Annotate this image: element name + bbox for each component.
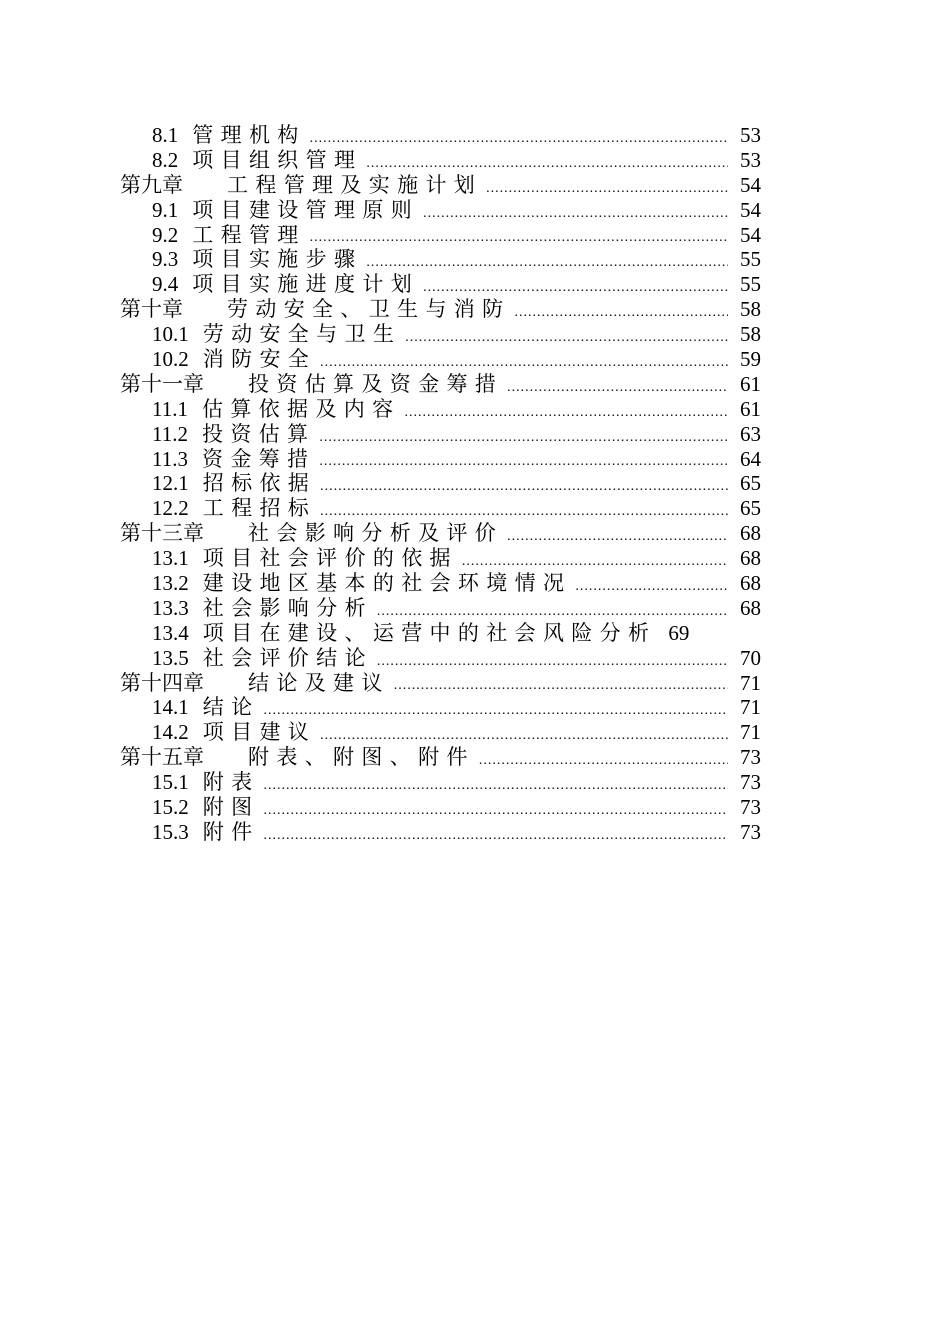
- toc-page-number: 59: [740, 347, 761, 371]
- toc-page-number: 71: [740, 695, 761, 720]
- toc-page-number: 73: [740, 770, 761, 795]
- toc-entry-number: 12.2: [152, 496, 189, 521]
- toc-entry-title: 招标依据: [202, 471, 317, 496]
- toc-chapter-entry[interactable]: [120, 671, 780, 696]
- toc-entry[interactable]: [120, 322, 780, 347]
- toc-entry[interactable]: [120, 795, 780, 820]
- toc-entry[interactable]: [120, 471, 780, 496]
- toc-page-number: 64: [740, 446, 761, 471]
- toc-entry-number: 13.4: [152, 620, 189, 645]
- toc-entry-title: 项目社会评价的依据: [202, 546, 458, 571]
- dot-leader: [423, 205, 728, 223]
- dot-leader: [310, 229, 728, 247]
- toc-entry[interactable]: [120, 646, 780, 671]
- toc-entry-title: 结论及建议: [248, 670, 390, 695]
- dot-leader: [320, 727, 728, 745]
- toc-entry[interactable]: [120, 720, 780, 745]
- toc-entry[interactable]: [120, 272, 780, 297]
- toc-page-number: 63: [740, 421, 761, 446]
- dot-leader: [263, 777, 728, 795]
- toc-page-number: 58: [740, 322, 761, 347]
- toc-entry-title: 估算依据及内容: [201, 396, 401, 421]
- toc-entry-number: 11.2: [152, 421, 188, 446]
- toc-entry-title: 项目实施进度计划: [192, 272, 420, 297]
- toc-chapter-entry[interactable]: [120, 173, 780, 198]
- toc-entry-title: 投资估算: [201, 421, 316, 446]
- dot-leader: [320, 478, 728, 496]
- dot-leader: [404, 404, 728, 422]
- toc-page-number: 68: [740, 521, 761, 546]
- toc-page-number: 65: [740, 496, 761, 521]
- dot-leader: [423, 279, 728, 297]
- dot-leader: [319, 453, 728, 471]
- toc-chapter-entry[interactable]: [120, 521, 780, 546]
- toc-entry-number: 第十一章: [120, 371, 204, 396]
- toc-entry-title: 项目建议: [202, 720, 317, 745]
- dot-leader: [479, 752, 728, 770]
- toc-entry[interactable]: [120, 596, 780, 621]
- toc-entry-title: 工程管理及实施计划: [227, 172, 483, 197]
- toc-page-number: 68: [740, 595, 761, 620]
- dot-leader: [320, 354, 728, 372]
- toc-entry-number: 9.1: [152, 197, 179, 222]
- toc-page-number: 54: [740, 172, 761, 197]
- toc-entry-number: 13.2: [152, 571, 189, 596]
- toc-entry-number: 15.2: [152, 795, 189, 820]
- toc-page-number: 69: [668, 620, 690, 645]
- toc-entry[interactable]: [120, 422, 780, 447]
- toc-entry-title: 工程管理: [192, 222, 306, 247]
- toc-entry[interactable]: [120, 123, 780, 148]
- toc-page-number: 61: [740, 371, 761, 396]
- toc-entry-title: 投资估算及资金筹措: [248, 371, 504, 396]
- toc-entry-title: 管理机构: [192, 122, 306, 147]
- toc-entry-title: 附图: [202, 795, 260, 820]
- dot-leader: [366, 155, 728, 173]
- toc-page-number: 55: [740, 272, 761, 297]
- toc-entry-number: 15.1: [152, 770, 189, 795]
- dot-leader: [405, 329, 728, 347]
- toc-entry-number: 10.2: [152, 347, 189, 371]
- toc-entry-number: 9.4: [152, 272, 179, 297]
- toc-page-number: 54: [740, 222, 761, 247]
- dot-leader: [507, 528, 728, 546]
- toc-entry-title: 结论: [202, 695, 260, 720]
- toc-entry[interactable]: [120, 148, 780, 173]
- dot-leader: [462, 553, 728, 571]
- toc-entry[interactable]: [120, 695, 780, 720]
- toc-entry[interactable]: [120, 447, 780, 472]
- table-of-contents: [120, 123, 780, 845]
- dot-leader: [377, 653, 728, 671]
- toc-entry-number: 14.2: [152, 720, 189, 745]
- toc-page-number: 71: [740, 670, 761, 695]
- toc-entry-number: 13.5: [152, 645, 189, 670]
- toc-entry-title: 社会评价结论: [202, 645, 373, 670]
- dot-leader: [319, 429, 728, 447]
- toc-entry-title: 消防安全: [202, 347, 317, 371]
- dot-leader: [320, 503, 728, 521]
- dot-leader: [575, 578, 728, 596]
- toc-entry-title: 工程招标: [202, 496, 317, 521]
- toc-entry[interactable]: [120, 223, 780, 248]
- toc-entry-title: 附表、附图、附件: [248, 745, 475, 770]
- toc-entry-title: 附件: [202, 819, 260, 844]
- toc-entry-number: 14.1: [152, 695, 189, 720]
- toc-entry-number: 13.1: [152, 546, 189, 571]
- toc-entry[interactable]: [120, 820, 780, 845]
- toc-entry[interactable]: [120, 770, 780, 795]
- toc-entry-number: 12.1: [152, 471, 189, 496]
- toc-page-number: 70: [740, 645, 761, 670]
- dot-leader: [263, 702, 728, 720]
- toc-entry-number: 11.1: [152, 396, 188, 421]
- toc-page-number: 54: [740, 197, 761, 222]
- toc-page-number: 53: [740, 122, 761, 147]
- toc-page-number: 55: [740, 247, 761, 272]
- toc-entry-number: 13.3: [152, 595, 189, 620]
- toc-page-number: 58: [740, 297, 761, 322]
- toc-entry-number: 第十三章: [120, 521, 204, 546]
- toc-chapter-entry[interactable]: [120, 372, 780, 397]
- dot-leader: [263, 802, 728, 820]
- toc-entry-number: 第十五章: [120, 745, 204, 770]
- toc-page-number: 73: [740, 819, 761, 844]
- toc-page-number: 53: [740, 147, 761, 172]
- toc-entry-number: 11.3: [152, 446, 188, 471]
- toc-entry-number: 第十四章: [120, 670, 204, 695]
- dot-leader: [507, 379, 728, 397]
- toc-entry[interactable]: [120, 496, 780, 521]
- toc-entry-number: 9.3: [152, 247, 179, 272]
- toc-entry-number: 9.2: [152, 222, 179, 247]
- dot-leader: [366, 254, 728, 272]
- dot-leader: [394, 677, 728, 695]
- toc-page-number: 68: [740, 571, 761, 596]
- toc-page-number: 61: [740, 396, 761, 421]
- toc-entry-title: 建设地区基本的社会环境情况: [202, 571, 572, 596]
- toc-entry[interactable]: [120, 397, 780, 422]
- toc-entry-number: 8.1: [152, 122, 179, 147]
- toc-entry-number: 10.1: [152, 322, 189, 347]
- toc-entry-title: 项目建设管理原则: [192, 197, 420, 222]
- toc-chapter-entry[interactable]: [120, 297, 780, 322]
- toc-page-number: 73: [740, 795, 761, 820]
- toc-entry-title: 资金筹措: [201, 446, 316, 471]
- toc-entry-number: 第十章: [120, 297, 183, 322]
- toc-entry-number: 15.3: [152, 819, 189, 844]
- dot-leader: [263, 827, 728, 845]
- dot-leader: [486, 180, 728, 198]
- toc-page-number: 71: [740, 720, 761, 745]
- dot-leader: [515, 304, 729, 322]
- toc-entry-title: 项目实施步骤: [192, 247, 363, 272]
- toc-page-number: 68: [740, 546, 761, 571]
- toc-page-number: 65: [740, 471, 761, 496]
- toc-entry[interactable]: [120, 347, 780, 372]
- toc-entry-title: 项目组织管理: [192, 147, 363, 172]
- toc-page-number: 73: [740, 745, 761, 770]
- toc-entry-number: 8.2: [152, 147, 179, 172]
- toc-entry[interactable]: [120, 621, 780, 646]
- toc-entry-number: 第九章: [120, 172, 183, 197]
- toc-entry-title: 社会影响分析及评价: [248, 521, 504, 546]
- toc-entry[interactable]: [120, 546, 780, 571]
- toc-entry[interactable]: [120, 571, 780, 596]
- toc-entry[interactable]: [120, 198, 780, 223]
- toc-entry-title: 项目在建设、运营中的社会风险分析: [202, 620, 657, 645]
- toc-entry-title: 劳动安全与卫生: [202, 322, 402, 347]
- toc-entry-title: 劳动安全、卫生与消防: [227, 297, 511, 322]
- dot-leader: [377, 603, 728, 621]
- dot-leader: [310, 130, 728, 148]
- toc-entry-title: 附表: [202, 770, 260, 795]
- toc-chapter-entry[interactable]: [120, 745, 780, 770]
- toc-entry[interactable]: [120, 247, 780, 272]
- toc-entry-title: 社会影响分析: [202, 595, 373, 620]
